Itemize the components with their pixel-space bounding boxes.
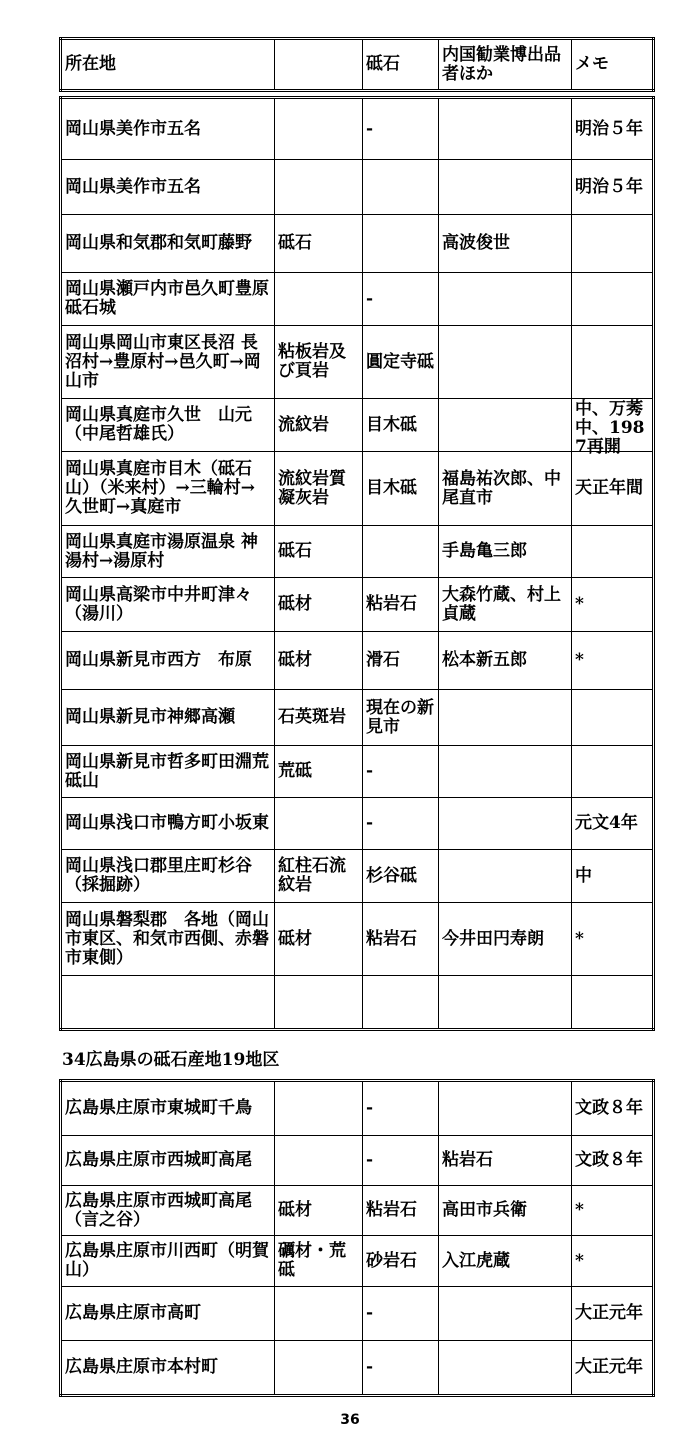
memo-cell — [572, 690, 654, 746]
material-cell — [275, 632, 363, 690]
memo-cell-text: * — [575, 650, 584, 670]
material-cell — [275, 690, 363, 746]
exhibitor-cell-text: 大森竹蔵、村上貞蔵 — [442, 584, 561, 624]
memo-cell-text: 文政８年 — [575, 1098, 643, 1118]
table-row — [61, 850, 654, 903]
material-cell-text: 紅柱石流紋岩 — [278, 856, 346, 895]
table-row — [61, 690, 654, 746]
memo-cell — [572, 326, 654, 399]
whetstone-cell-text: - — [366, 118, 374, 139]
location-cell — [61, 1186, 275, 1236]
material-cell-text: 流紋岩質凝灰岩 — [278, 468, 346, 508]
material-cell-text: 砥材 — [278, 650, 312, 670]
location-cell — [61, 399, 275, 452]
whetstone-cell — [363, 273, 439, 326]
whetstone-cell-text: - — [366, 1150, 374, 1170]
header-memo: メモ — [572, 39, 654, 91]
memo-cell — [572, 578, 654, 632]
memo-cell — [572, 976, 654, 1030]
location-cell-text: 岡山県美作市五名 — [65, 118, 201, 139]
whetstone-cell-text: 粘岩石 — [366, 1200, 417, 1220]
material-cell — [275, 746, 363, 798]
okayama-table — [59, 96, 655, 1031]
exhibitor-cell — [439, 1136, 572, 1186]
location-cell — [61, 1236, 275, 1287]
table-row — [61, 98, 654, 160]
memo-cell — [572, 98, 654, 160]
memo-cell — [572, 798, 654, 850]
location-cell-text: 広島県庄原市西城町高尾 — [65, 1150, 252, 1170]
memo-cell — [572, 1236, 654, 1287]
exhibitor-cell — [439, 1287, 572, 1341]
location-cell-text: 岡山県和気郡和気町藤野 — [65, 233, 252, 253]
header-exhibitor: 内国勧業博出品者ほか — [439, 39, 572, 91]
location-cell-text: 広島県庄原市川西町（明賀山） — [65, 1241, 269, 1280]
memo-cell — [572, 632, 654, 690]
exhibitor-cell — [439, 798, 572, 850]
memo-cell — [572, 1081, 654, 1136]
exhibitor-cell — [439, 98, 572, 160]
material-cell-text: 砥材 — [278, 1200, 312, 1220]
whetstone-cell — [363, 632, 439, 690]
exhibitor-cell — [439, 746, 572, 798]
memo-cell — [572, 526, 654, 578]
location-cell — [61, 578, 275, 632]
memo-cell-text: 明治５年 — [575, 118, 643, 139]
header-material — [275, 39, 363, 91]
material-cell-text: 粘板岩及び頁岩 — [278, 342, 346, 381]
exhibitor-cell — [439, 1081, 572, 1136]
exhibitor-cell — [439, 1186, 572, 1236]
exhibitor-cell — [439, 526, 572, 578]
memo-cell — [572, 1341, 654, 1396]
whetstone-cell — [363, 160, 439, 215]
location-cell-text: 岡山県新見市神郷高瀬 — [65, 707, 235, 727]
page-number: 36 — [340, 1412, 360, 1428]
whetstone-cell — [363, 578, 439, 632]
location-cell-text: 岡山県真庭市湯原温泉 神湯村→湯原村 — [65, 531, 258, 571]
exhibitor-cell — [439, 632, 572, 690]
location-cell — [61, 215, 275, 273]
table-row — [61, 746, 654, 798]
memo-cell — [572, 746, 654, 798]
header-location: 所在地 — [61, 39, 275, 91]
exhibitor-cell — [439, 215, 572, 273]
section-title: 34広島県の砥石産地19地区 — [62, 1050, 280, 1070]
exhibitor-cell-text: 高田市兵衛 — [442, 1200, 527, 1220]
memo-cell — [572, 1287, 654, 1341]
material-cell — [275, 1186, 363, 1236]
whetstone-cell — [363, 98, 439, 160]
exhibitor-cell — [439, 326, 572, 399]
header-row — [61, 39, 654, 91]
whetstone-cell-text: 現在の新見市 — [366, 697, 434, 737]
table-row — [61, 1236, 654, 1287]
exhibitor-cell-text: 手島亀三郎 — [442, 541, 527, 561]
whetstone-cell — [363, 798, 439, 850]
location-cell-text: 岡山県真庭市久世 山元（中尾哲雄氏） — [65, 405, 252, 444]
whetstone-cell — [363, 1287, 439, 1341]
whetstone-cell — [363, 1236, 439, 1287]
table-row — [61, 1186, 654, 1236]
whetstone-cell — [363, 452, 439, 526]
memo-cell-text: * — [575, 1250, 584, 1271]
memo-cell — [572, 215, 654, 273]
whetstone-cell — [363, 976, 439, 1030]
material-cell — [275, 326, 363, 399]
material-cell-text: 砥材 — [278, 928, 312, 949]
exhibitor-cell-text: 入江虎蔵 — [442, 1250, 510, 1271]
exhibitor-cell — [439, 1341, 572, 1396]
table-row — [61, 632, 654, 690]
memo-cell-text: 文政８年 — [575, 1150, 643, 1170]
material-cell-text: 石英斑岩 — [278, 707, 346, 727]
table-row — [61, 452, 654, 526]
location-cell — [61, 976, 275, 1030]
material-cell-text: 砥石 — [278, 233, 312, 253]
location-cell-text: 岡山県浅口市鴨方町小坂東 — [65, 813, 269, 833]
location-cell — [61, 850, 275, 903]
memo-cell — [572, 452, 654, 526]
exhibitor-cell-text: 松本新五郎 — [442, 650, 527, 670]
memo-cell — [572, 850, 654, 903]
location-cell — [61, 798, 275, 850]
material-cell — [275, 1341, 363, 1396]
table-row — [61, 1341, 654, 1396]
exhibitor-cell-text: 高波俊世 — [442, 233, 510, 253]
whetstone-cell — [363, 526, 439, 578]
whetstone-cell-text: - — [366, 1303, 374, 1323]
location-cell — [61, 690, 275, 746]
memo-cell-text: 大正元年 — [575, 1303, 643, 1323]
exhibitor-cell — [439, 160, 572, 215]
location-cell-text: 岡山県高梁市中井町津々（湯川） — [65, 584, 252, 624]
material-cell — [275, 850, 363, 903]
material-cell-text: 流紋岩 — [278, 414, 329, 435]
whetstone-cell-text: - — [366, 761, 374, 781]
location-cell-text: 広島県庄原市高町 — [65, 1303, 201, 1323]
whetstone-cell-text: - — [366, 288, 374, 309]
whetstone-cell-text: - — [366, 1357, 374, 1377]
location-cell — [61, 326, 275, 399]
material-cell — [275, 452, 363, 526]
location-cell-text: 岡山県新見市西方 布原 — [65, 650, 252, 670]
whetstone-cell-text: 砂岩石 — [366, 1250, 417, 1271]
location-cell — [61, 273, 286, 326]
whetstone-cell-text: - — [366, 813, 374, 833]
whetstone-cell-text: 滑石 — [366, 650, 400, 670]
exhibitor-cell — [439, 578, 572, 632]
material-cell-text: 荒砥 — [278, 761, 312, 781]
location-cell — [61, 1287, 275, 1341]
memo-cell — [572, 273, 654, 326]
memo-cell — [572, 1186, 654, 1236]
material-cell — [275, 1287, 363, 1341]
whetstone-cell — [363, 399, 439, 452]
location-cell-text: 岡山県瀬戸内市邑久町豊原 砥石城 — [65, 279, 286, 318]
whetstone-cell — [363, 1081, 439, 1136]
memo-cell-text: 中 — [575, 865, 592, 886]
exhibitor-cell-text: 粘岩石 — [442, 1150, 493, 1170]
memo-cell-text: 大正元年 — [575, 1357, 643, 1377]
location-cell — [61, 98, 275, 160]
memo-cell-text: * — [575, 928, 584, 949]
material-cell — [275, 976, 363, 1030]
exhibitor-cell-text: 福島祐次郎、中尾直市 — [442, 468, 561, 508]
memo-cell-text: * — [575, 594, 584, 614]
whetstone-cell — [363, 1136, 439, 1186]
header-whetstone: 砥石 — [363, 39, 439, 91]
table-row — [61, 326, 654, 399]
table-row — [61, 273, 654, 326]
memo-cell-text: 元文4年 — [575, 813, 638, 833]
exhibitor-cell — [439, 690, 572, 746]
material-cell — [275, 1081, 363, 1136]
location-cell — [61, 1081, 275, 1136]
location-cell — [61, 526, 275, 578]
table-row — [61, 526, 654, 578]
memo-cell-text: 中、万莠中、1987再開 — [575, 399, 645, 457]
whetstone-cell-text: 杉谷砥 — [366, 865, 417, 886]
whetstone-cell — [363, 215, 439, 273]
header-table — [59, 37, 655, 92]
table-row — [61, 798, 654, 850]
table-row — [61, 903, 654, 976]
location-cell-text: 広島県庄原市本村町 — [65, 1357, 218, 1377]
whetstone-cell-text: 目木砥 — [366, 478, 417, 498]
location-cell — [61, 746, 275, 798]
whetstone-cell — [363, 1186, 439, 1236]
location-cell-text: 岡山県浅口郡里庄町杉谷（採掘跡） — [65, 856, 252, 895]
table-row — [61, 215, 654, 273]
material-cell — [275, 578, 363, 632]
table-row — [61, 160, 654, 215]
memo-cell-text: 天正年間 — [575, 478, 643, 498]
whetstone-cell-text: 粘岩石 — [366, 594, 417, 614]
table-row — [61, 976, 654, 1030]
location-cell — [61, 632, 275, 690]
material-cell — [275, 798, 363, 850]
material-cell — [275, 1136, 363, 1186]
exhibitor-cell — [439, 399, 572, 452]
whetstone-cell — [363, 1341, 439, 1396]
material-cell — [275, 273, 363, 326]
location-cell-text: 広島県庄原市西城町高尾（言之谷） — [65, 1190, 252, 1230]
exhibitor-cell — [439, 452, 572, 526]
memo-cell — [572, 160, 654, 215]
whetstone-cell-text: 粘岩石 — [366, 928, 417, 949]
material-cell-text: 砥材 — [278, 594, 312, 614]
exhibitor-cell — [439, 976, 572, 1030]
location-cell — [61, 1136, 275, 1186]
exhibitor-cell — [439, 1236, 572, 1287]
location-cell — [61, 160, 275, 215]
whetstone-cell-text: - — [366, 1098, 374, 1118]
table-row — [61, 1136, 654, 1186]
exhibitor-cell — [439, 850, 572, 903]
whetstone-cell-text: 目木砥 — [366, 414, 417, 435]
whetstone-cell-text: 圓定寺砥 — [366, 351, 434, 372]
location-cell-text: 岡山県岡山市東区長沼 長沼村→豊原村→邑久町→岡山市 — [65, 332, 261, 391]
memo-cell — [572, 903, 654, 976]
location-cell — [61, 903, 275, 976]
location-cell-text: 岡山県新見市哲多町田淵荒砥山 — [65, 751, 269, 791]
whetstone-cell — [363, 746, 439, 798]
location-cell-text: 岡山県美作市五名 — [65, 176, 201, 197]
table-row — [61, 578, 654, 632]
table-row — [61, 1081, 654, 1136]
memo-cell-text: 明治５年 — [575, 176, 643, 197]
material-cell — [275, 526, 363, 578]
location-cell-text: 岡山県真庭市目木（砥石山）（米来村）→三輪村→久世町→真庭市 — [65, 459, 255, 517]
hiroshima-table — [59, 1079, 655, 1397]
memo-cell — [572, 1136, 654, 1186]
table-row — [61, 1287, 654, 1341]
material-cell — [275, 399, 363, 452]
material-cell — [275, 215, 363, 273]
location-cell-text: 広島県庄原市東城町千鳥 — [65, 1098, 252, 1118]
location-cell — [61, 452, 275, 526]
location-cell-text: 岡山県磐梨郡 各地（岡山市東区、和気市西側、赤磐市東側） — [65, 909, 269, 968]
location-cell — [61, 1341, 275, 1396]
material-cell-text: 砥石 — [278, 541, 312, 561]
exhibitor-cell-text: 今井田円寿朗 — [442, 928, 544, 949]
memo-cell — [572, 399, 654, 457]
material-cell — [275, 1236, 363, 1287]
material-cell — [275, 160, 363, 215]
whetstone-cell — [363, 903, 439, 976]
whetstone-cell — [363, 850, 439, 903]
exhibitor-cell — [439, 903, 572, 976]
whetstone-cell — [363, 326, 439, 399]
table-row — [61, 399, 654, 452]
memo-cell-text: * — [575, 1200, 584, 1220]
material-cell — [275, 903, 363, 976]
material-cell — [275, 98, 363, 160]
whetstone-cell — [363, 690, 439, 746]
material-cell-text: 礪材・荒砥 — [278, 1241, 346, 1280]
exhibitor-cell — [439, 273, 572, 326]
